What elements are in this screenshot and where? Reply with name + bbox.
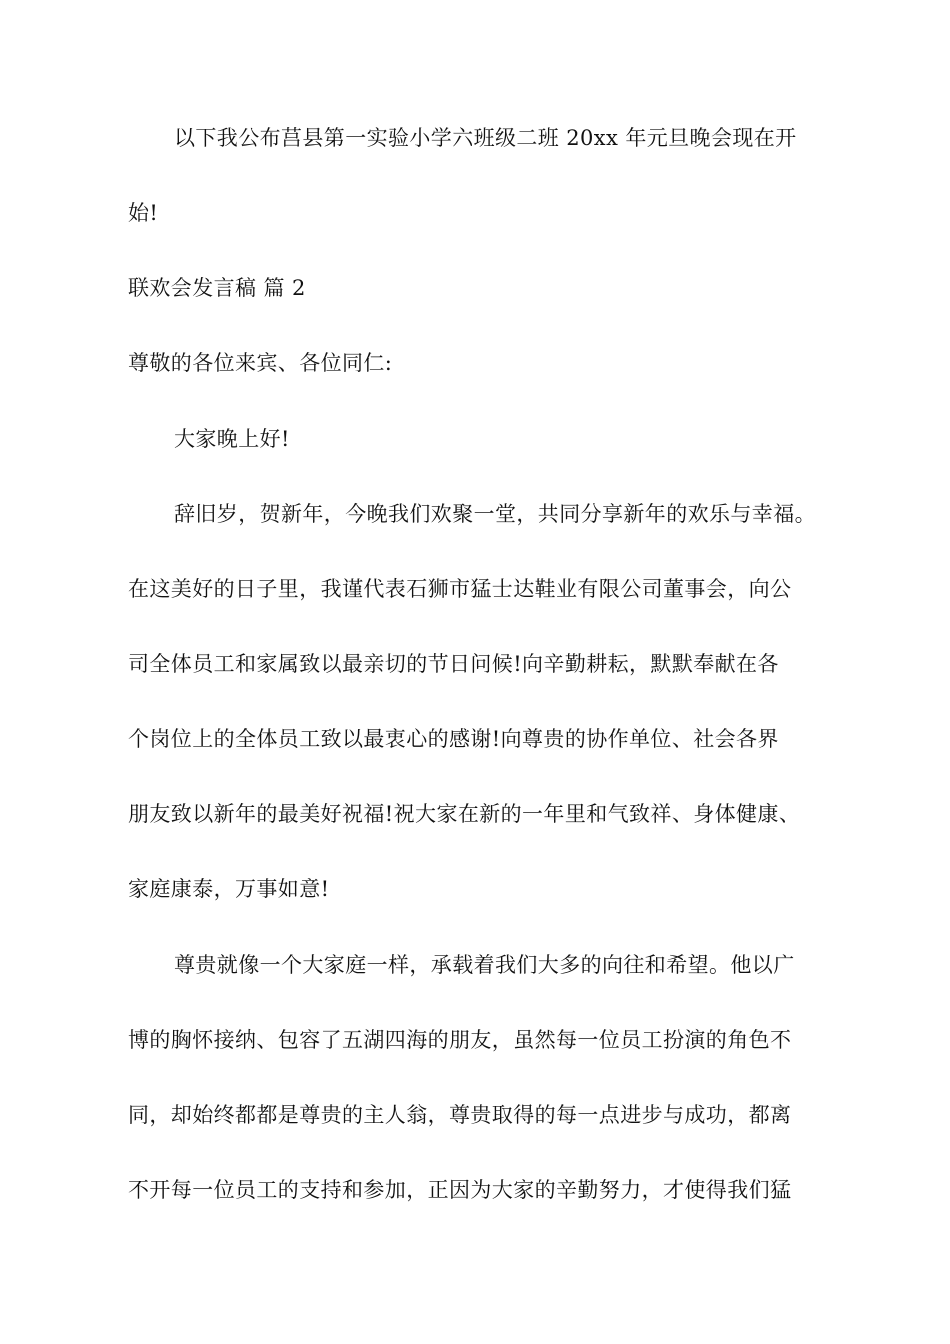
paragraph-line: 始! — [128, 201, 159, 225]
paragraph-line: 朋友致以新年的最美好祝福!祝大家在新的一年里和气致祥、身体健康、 — [128, 802, 801, 826]
paragraph-line: 个岗位上的全体员工致以最衷心的感谢!向尊贵的协作单位、社会各界 — [128, 727, 779, 751]
paragraph-line: 司全体员工和家属致以最亲切的节日问候!向辛勤耕耘，默默奉献在各 — [128, 652, 779, 676]
paragraph-line: 辞旧岁，贺新年，今晚我们欢聚一堂，共同分享新年的欢乐与幸福。 — [174, 502, 816, 526]
paragraph-line: 家庭康泰，万事如意! — [128, 877, 330, 901]
paragraph-line: 不开每一位员工的支持和参加，正因为大家的辛勤努力，才使得我们猛 — [128, 1178, 792, 1202]
paragraph-line: 以下我公布莒县第一实验小学六班级二班 20xx 年元旦晚会现在开 — [174, 126, 797, 150]
greeting: 大家晚上好! — [174, 427, 290, 451]
salutation: 尊敬的各位来宾、各位同仁: — [128, 351, 393, 375]
paragraph-line: 同，却始终都都是尊贵的主人翁，尊贵取得的每一点进步与成功，都离 — [128, 1103, 792, 1127]
paragraph-line: 博的胸怀接纳、包容了五湖四海的朋友，虽然每一位员工扮演的角色不 — [128, 1028, 792, 1052]
paragraph-line: 尊贵就像一个大家庭一样，承载着我们大多的向往和希望。他以广 — [174, 953, 795, 977]
section-heading: 联欢会发言稿 篇 2 — [128, 276, 306, 300]
paragraph-line: 在这美好的日子里，我谨代表石狮市猛士达鞋业有限公司董事会，向公 — [128, 577, 792, 601]
